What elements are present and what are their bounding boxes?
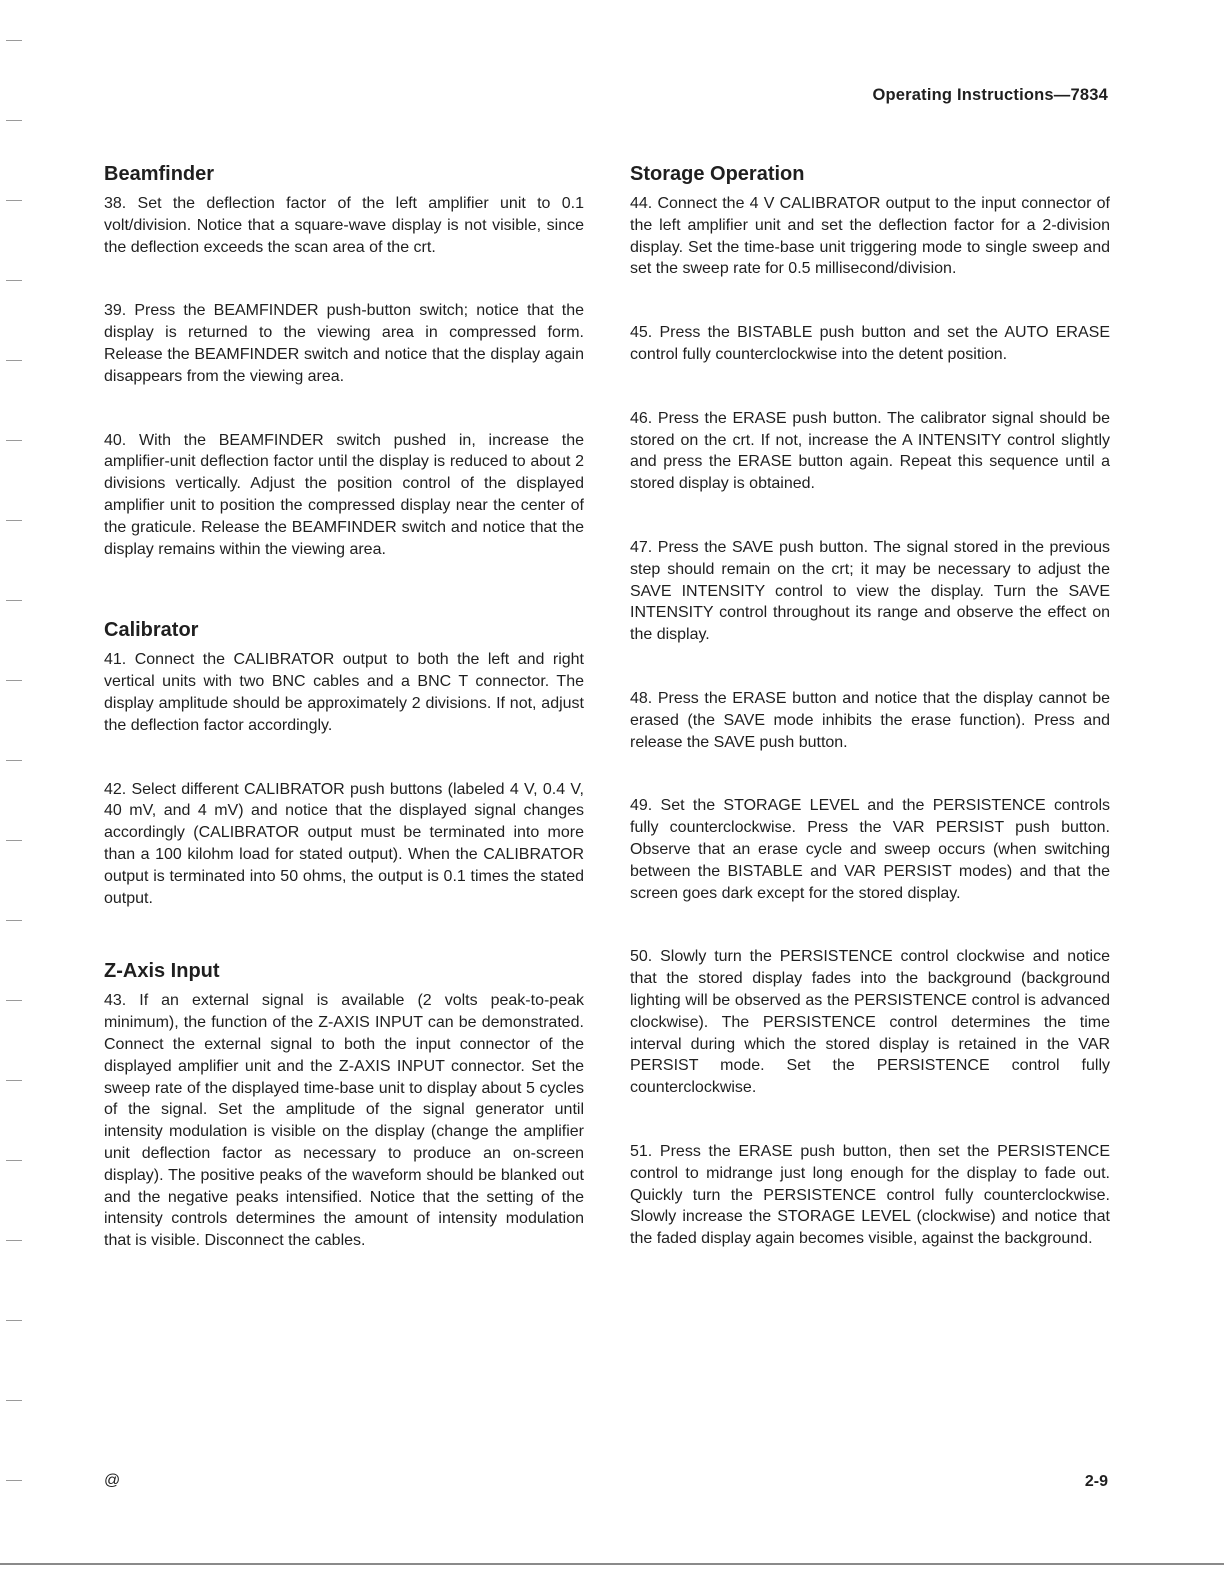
step-51: 51. Press the ERASE push button, then set the PERSISTENCE control to midrange just long enough for the display to fade out. Quickly turn the PERSISTENCE control fully counterclockwise. Slowly increase the STORAGE LEVEL (clockwise) and notice that the faded display again becomes visible, against the background. <box>630 1142 1110 1248</box>
step-41: 41. Connect the CALIBRATOR output to both the left and right vertical units with two BNC cables and a BNC T connector. The display amplitude should be approximately 2 divisions. If not, adjust the deflection factor accordingly. <box>104 651 584 734</box>
scan-margin-mark <box>6 1080 22 1081</box>
step-46: 46. Press the ERASE push button. The calibrator signal should be stored on the crt. If not, increase the A INTENSITY control slightly and press the ERASE button again. Repeat this sequence until a stored display is obtained. <box>630 409 1110 493</box>
scan-margin-mark <box>6 440 22 441</box>
zaxis-heading: Z-Axis Input <box>104 960 220 983</box>
scan-margin-mark <box>6 680 22 681</box>
scan-margin-mark <box>6 1240 22 1241</box>
page-header: Operating Instructions—7834 <box>872 86 1108 104</box>
page-number: 2-9 <box>1084 1473 1108 1490</box>
step-42: 42. Select different CALIBRATOR push buttons (labeled 4 V, 0.4 V, 40 mV, and 4 mV) and notice that the displayed signal changes accordingly (CALIBRATOR output must be terminated into more than a 100 kilohm load for stated output). When the CALIBRATOR output is terminated into 50 ohms, the output is 0.1 times the stated output. <box>104 780 584 907</box>
step-45: 45. Press the BISTABLE push button and set the AUTO ERASE control fully counterclockwise into the detent position. <box>630 324 1110 363</box>
scan-margin-mark <box>6 1400 22 1401</box>
step-40: 40. With the BEAMFINDER switch pushed in, increase the amplifier-unit deflection factor until the display is reduced to about 2 divisions vertically. Adjust the position control of the displayed amplifier unit to position the compressed display near the center of the graticule. Release the BEAMFINDER switch and notice that the display remains within the viewing area. <box>104 431 584 558</box>
scan-margin-mark <box>6 200 22 201</box>
scan-margin-mark <box>6 760 22 761</box>
right-column <box>630 161 1110 1250</box>
scan-margin-mark <box>6 1320 22 1321</box>
scan-bottom-rule <box>0 1563 1224 1565</box>
step-39: 39. Press the BEAMFINDER push-button switch; notice that the display is returned to the viewing area in compressed form. Release the BEAMFINDER switch and notice that the display again disappears from the viewing area. <box>104 302 584 385</box>
step-49: 49. Set the STORAGE LEVEL and the PERSISTENCE controls fully counterclockwise. Press the VAR PERSIST push button. Observe that an erase cycle and sweep occurs (when switching between the BISTABLE and VAR PERSIST modes) and that the screen goes dark except for the stored display. <box>630 797 1110 902</box>
calibrator-heading: Calibrator <box>104 619 199 642</box>
scan-margin-mark <box>6 1480 22 1481</box>
beamfinder-heading: Beamfinder <box>104 163 215 185</box>
step-47: 47. Press the SAVE push button. The signal stored in the previous step should remain on the crt; it may be necessary to adjust the SAVE INTENSITY control to view the display. Turn the SAVE INTENSITY control throughout its range and observe the effect on the display. <box>630 538 1110 644</box>
scan-margin-mark <box>6 1160 22 1161</box>
scan-margin-mark <box>6 840 22 841</box>
left-column <box>104 161 584 1252</box>
scan-margin-mark <box>6 920 22 921</box>
step-50: 50. Slowly turn the PERSISTENCE control clockwise and notice that the stored display fades into the background (background lighting will be observed as the PERSISTENCE control is advanced clockwise). The PERSISTENCE control determines the time interval during which the stored display is retained in the VAR PERSIST mode. Set the PERSISTENCE control fully counterclockwise. <box>630 948 1110 1097</box>
step-44: 44. Connect the 4 V CALIBRATOR output to the input connector of the left amplifier unit and set the deflection factor for a 2-division display. Set the time-base unit triggering mode to single sweep and set the sweep rate for 0.5 millisecond/division. <box>630 195 1110 278</box>
scan-margin-mark <box>6 360 22 361</box>
scan-margin-mark <box>6 520 22 521</box>
scan-margin-mark <box>6 600 22 601</box>
scan-margin-mark <box>6 40 22 41</box>
scan-margin-mark <box>6 1000 22 1001</box>
step-48: 48. Press the ERASE button and notice that the display cannot be erased (the SAVE mode inhibits the erase function). Press and release the SAVE push button. <box>630 689 1110 751</box>
step-38: 38. Set the deflection factor of the left amplifier unit to 0.1 volt/division. Notice that a square-wave display is not visible, since the deflection exceeds the scan area of the crt. <box>104 195 584 256</box>
footer-mark: @ <box>104 1472 121 1489</box>
scan-margin-mark <box>6 280 22 281</box>
storage-heading: Storage Operation <box>630 163 805 185</box>
scan-margin-mark <box>6 120 22 121</box>
step-43: 43. If an external signal is available (2 volts peak-to-peak minimum), the function of the Z-AXIS INPUT can be demonstrated. Connect the external signal to both the input connector of the displayed amplifier unit and the Z-AXIS INPUT connector. Set the sweep rate of the displayed time-base unit to display about 5 cycles of the signal. Set the amplitude of the signal generator until intensity modulation is visible on the display (change the amplifier unit deflection factor as necessary to produce an on-screen display). The positive peaks of the waveform should be blanked out and the negative peaks intensified. Notice that the setting of the intensity controls determines the amount of intensity modulation that is visible. Disconnect the cables. <box>104 992 584 1250</box>
